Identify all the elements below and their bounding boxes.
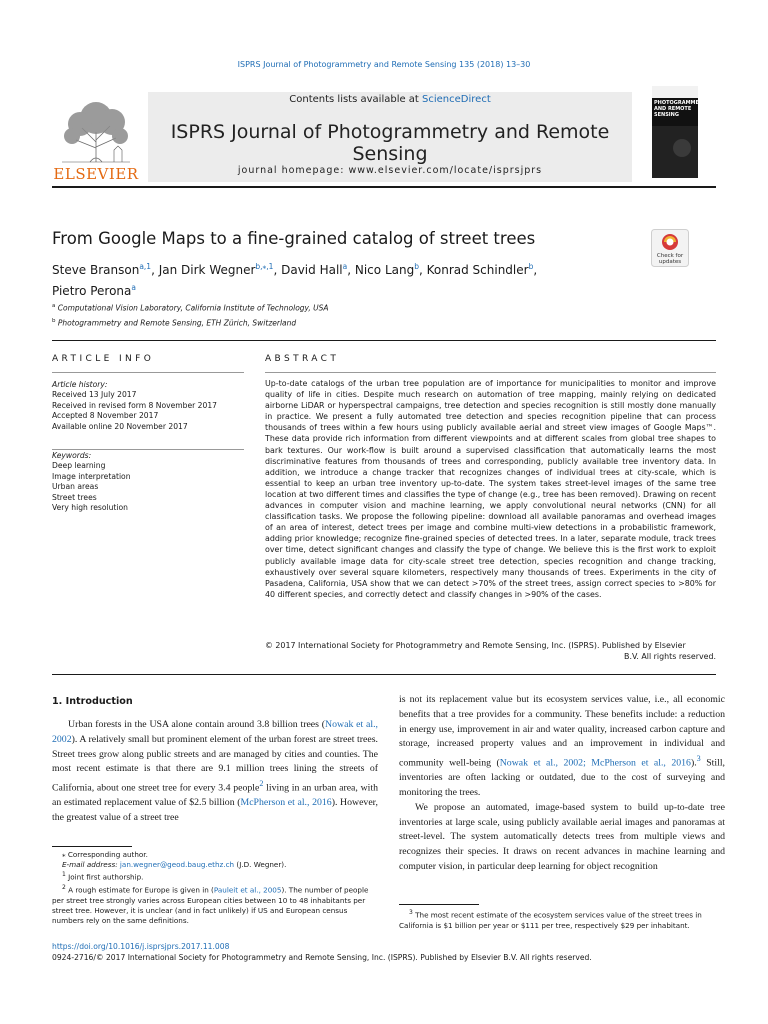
issn-copyright: 0924-2716/© 2017 International Society for Photogrammetry and Remote Sensing, Inc. (ISPRS). Published by Elsevier B.V. All rights reserved. <box>52 953 592 962</box>
abstract-copyright <box>265 640 716 662</box>
author-affiliation-mark: b,⁎,1 <box>255 262 274 271</box>
keyword-item: Urban areas <box>52 482 99 492</box>
contents-line: Contents lists available at ScienceDirect <box>289 94 491 105</box>
section-divider <box>52 674 716 675</box>
citation-link[interactable]: Pauleit et al., 2005 <box>213 885 282 895</box>
author-affiliation-mark: b <box>528 262 534 271</box>
cover-title: PHOTOGRAMMETRY AND REMOTE SENSING <box>654 100 710 118</box>
author[interactable]: Jan Dirk Wegner <box>158 263 256 277</box>
affiliation-item <box>52 315 652 330</box>
citation-link[interactable]: McPherson et al., 2016 <box>240 797 332 809</box>
sciencedirect-link[interactable]: ScienceDirect <box>422 94 491 105</box>
keyword-item: Very high resolution <box>52 503 128 513</box>
keyword-item: Street trees <box>52 492 97 502</box>
history-item: Available online 20 November 2017 <box>52 421 188 431</box>
body-column-right <box>399 693 725 875</box>
history-label: Article history: <box>52 380 108 389</box>
paragraph: is not its replacement value but its ecosystem services value, i.e., all economic benefits that a tree provides for a community. These benefits include: a reduction in energy use, improvement in air and water quality, increased carbon capture and storage, increased property values and an improvement in individual and community well-being (Nowak et al., 2002; McPherson et al., 2016).$^3$ Still, inventories are often lacking or outdated, due to the cost of surveying and monitoring the trees. <box>399 694 725 799</box>
affiliation-mark: a <box>52 303 56 309</box>
author[interactable]: Nico Lang <box>354 263 415 277</box>
journal-homepage[interactable]: journal homepage: www.elsevier.com/locate/isprsjprs <box>237 165 543 176</box>
citation-link[interactable]: Nowak et al., 2002; McPherson et al., 2016 <box>499 757 691 769</box>
footnote-divider <box>52 846 132 847</box>
history-item: Received 13 July 2017 <box>52 390 137 400</box>
author-affiliation-mark: a <box>342 262 348 271</box>
author[interactable]: David Hall <box>281 263 343 277</box>
footnote-ref[interactable]: 3 <box>696 754 701 764</box>
footnote-1: $^1$ Joint first authorship. <box>62 871 144 882</box>
email-link[interactable]: jan.wegner@geod.baug.ethz.ch <box>119 860 235 870</box>
history-item: Received in revised form 8 November 2017 <box>52 400 218 410</box>
affiliation-mark: b <box>52 317 56 324</box>
info-divider <box>52 372 244 373</box>
author-affiliation-mark: a,1 <box>139 262 152 271</box>
author-affiliation-mark: b <box>414 262 419 271</box>
journal-name: ISPRS Journal of Photogrammetry and Remote Sensing <box>170 121 610 165</box>
affiliations <box>52 300 652 329</box>
author[interactable]: Konrad Schindler <box>426 263 529 277</box>
history-item: Accepted 8 November 2017 <box>52 411 159 421</box>
footnote-divider <box>399 904 479 905</box>
citation-link[interactable]: Nowak et al., 2002 <box>52 719 379 745</box>
author[interactable]: Steve Branson <box>52 263 140 277</box>
article-info-heading: ARTICLE INFO <box>52 354 155 364</box>
keywords-label: Keywords: <box>52 451 92 460</box>
paragraph: We propose an automated, image-based system to build up-to-date tree inventories at large scale, using publicly available aerial images and panoramas at street-level. The system automatically detects trees from multiple views and recognizes their species. It draws on recent advances in machine learning and computer vision, in particular deep learning for object recognition <box>399 801 725 873</box>
abstract-divider <box>265 372 716 373</box>
paragraph: Urban forests in the USA alone contain around 3.8 billion trees (Nowak et al., 2002). A relatively small but prominent element of the urban forest are street trees. Street trees grow along public streets and are managed by cities and counties. The most recent estimate is that there are 9.1 million trees lining the streets of California, about one street tree for every 3.4 people$^2$ living in an urban area, with an estimated replacement value of $2.5 billion (McPherson et al., 2016). However, the greatest value of a street tree <box>52 719 379 824</box>
article-history <box>52 380 244 432</box>
publisher-wordmark: ELSEVIER <box>53 165 139 183</box>
affiliation-text: Computational Vision Laboratory, California Institute of Technology, USA <box>57 303 329 313</box>
footnotes <box>52 850 378 926</box>
footnote-ref[interactable]: 2 <box>259 779 264 789</box>
footnote-email: E-mail address: jan.wegner@geod.baug.ethz.ch (J.D. Wegner). <box>62 860 287 870</box>
rights-text: B.V. All rights reserved. <box>624 652 716 662</box>
check-for-updates-label[interactable]: Check for updates <box>656 253 684 265</box>
doi-link[interactable]: https://doi.org/10.1016/j.isprsjprs.2017.11.008 <box>52 942 230 951</box>
abstract-text: Up-to-date catalogs of the urban tree population are of importance for municipalities to monitor and improve quality of life in cities. Despite much research on automation of tree mapping, mainly relying on dedicated airborne LiDAR or hyperspectral campaigns, tree detection and species recognition is still mostly done manually in practice. We present a fully automated tree detection and species recognition pipeline that can process thousands of trees within a few hours using publicly available aerial and street view images of Google Maps™. These data provide rich information from different viewpoints and at different scales from global tree shapes to bark textures. Our work-flow is built around a supervised classification that automatically learns the most discriminative features from thousands of trees and corresponding, publicly available tree inventory data. In addition, we introduce a change tracker that recognizes changes of individual trees at city-scale, which is essential to keep an urban tree inventory up-to-date. The system takes street-level images of the same tree location at two different times and classifies the type of change (e.g., tree has been removed). Drawing on recent advances in computer vision and machine learning, we apply convolutional neural networks (CNN) for all classification tasks. We propose the following pipeline: download all available panoramas and overhead images of an area of interest, detect trees per image and combine multi-view detections in a probabilistic framework, adding prior knowledge; recognize fine-grained species of detected trees. In a later, separate module, track trees over time, detect significant changes and classify the type of change. We believe this is the first work to exploit publicly available image data for city-scale street tree detection, species recognition and change tracking, exhaustively over several square kilometers, respectively many thousands of trees. Experiments in the city of Pasadena, California, USA show that we can detect >70% of the street trees, assign correct species to >80% for 40 different species, and correctly detect and classify changes in >90% of the cases. <box>265 379 716 599</box>
keywords <box>52 451 244 513</box>
footnote-3: $^3$ The most recent estimate of the ecosystem services value of the street trees in California is $1 billion per year or $111 per tree, respectively $29 per inhabitant. <box>399 909 702 930</box>
introduction-heading: 1. Introduction <box>52 696 133 707</box>
affiliation-text: Photogrammetry and Remote Sensing, ETH Zürich, Switzerland <box>57 318 297 327</box>
author-list: Steve Branson$^{a,1}$, Jan Dirk Wegner$^{b,⁎,1}$, David Hall$^a$, Nico Lang$^b$, Konrad Schindler$^b$, Pietro Perona$^a$ <box>52 262 538 298</box>
affiliation-item <box>52 300 652 315</box>
footnote-corresponding: ⁎ Corresponding author. <box>62 850 148 859</box>
running-head[interactable]: ISPRS Journal of Photogrammetry and Remote Sensing 135 (2018) 13–30 <box>237 60 531 69</box>
keywords-divider <box>52 449 244 450</box>
footnote-2: $^2$ A rough estimate for Europe is given in (Pauleit et al., 2005). The number of people per street tree strongly varies across European cities between 10 to 48 inhabitants per street tree. However, it is unclear (and in fact unlikely) if US and European census numbers rely on the same definitions. <box>52 884 369 925</box>
keyword-item: Deep learning <box>52 461 106 471</box>
author-affiliation-mark: a <box>131 283 136 292</box>
copyright-text: © 2017 International Society for Photogrammetry and Remote Sensing, Inc. (ISPRS). Published by Elsevier <box>265 641 686 650</box>
author[interactable]: Pietro Perona <box>52 284 132 298</box>
header-divider <box>52 186 716 188</box>
abstract-heading: ABSTRACT <box>265 354 340 364</box>
body-column-left <box>52 718 378 826</box>
section-divider <box>52 340 716 341</box>
article-title: From Google Maps to a fine-grained catalog of street trees <box>52 229 536 248</box>
keyword-item: Image interpretation <box>52 471 131 481</box>
